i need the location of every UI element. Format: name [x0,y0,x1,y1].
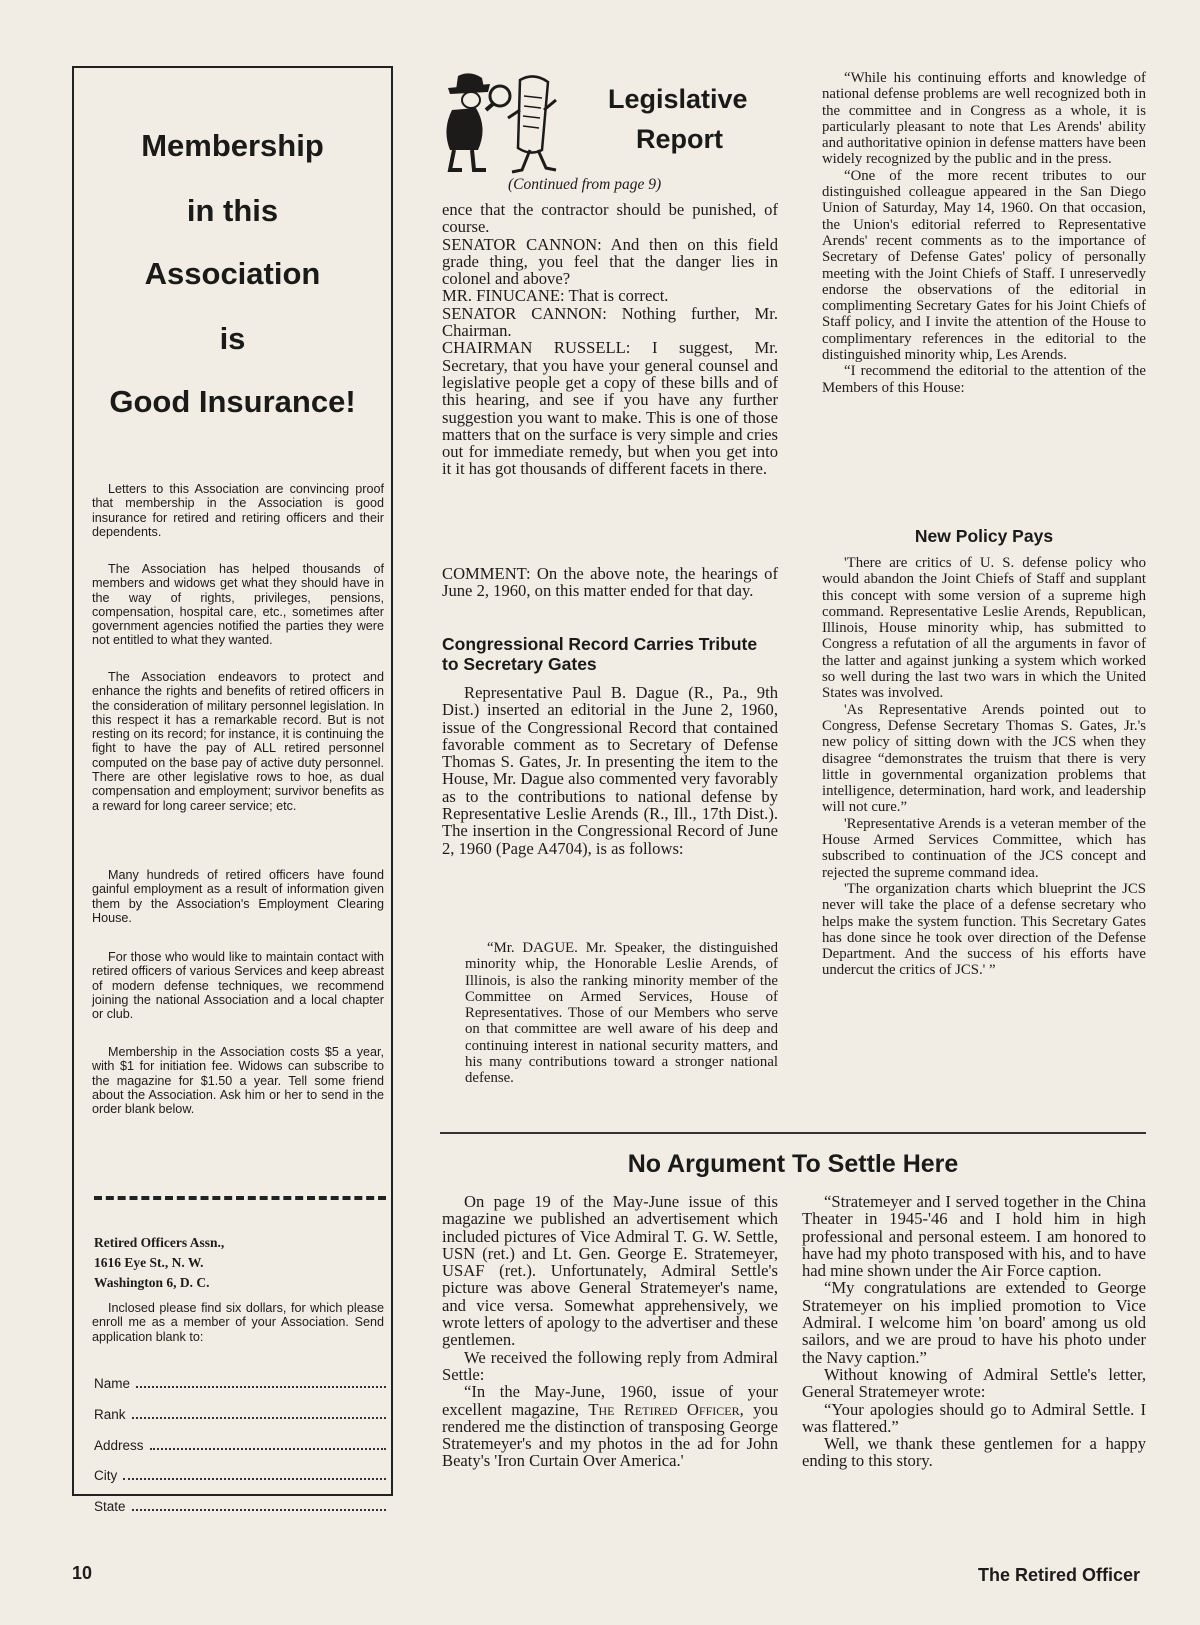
enclosed-note: Inclosed please find six dollars, for which please enroll me as a member of your Association. Send application blank to: [92,1301,384,1344]
tribute-paragraph-1: Representative Paul B. Dague (R., Pa., 9th Dist.) inserted an editorial in the June 2, 1960, issue of the Congressional Record that contained favorable comment as to Secretary of Defense Thomas S. Gates, Jr. In presenting the item to the House, Mr. Dague also commented very favorably as to the contributions to national defense by Representative Leslie Arends (R., Ill., 17th Dist.). The insertion in the Congressional Record of June 2, 1960 (Page A4704), is as follows: [442,683,778,858]
form-label-state: State [94,1499,126,1514]
form-field-city[interactable] [94,1468,386,1483]
form-label-city: City [94,1468,118,1483]
right-column-bottom [822,555,1146,979]
membership-paragraph-3: The Association endeavors to protect and enhance the rights and benefits of retired officers in the consideration of military personnel legislation. In this respect it has a remarkable record. But is not resting on its record; for instance, it is continuing the fight to have the pay of ALL retired personnel computed on the base pay of active duty personnel. There are other legislative rows to hoe, as dual compensation and employment; survivor benefits as a reward for long career service; etc. [92,670,384,813]
report-paragraph-3: MR. FINUCANE: That is correct. [442,286,669,306]
right-paragraph-1: “While his continuing efforts and knowledge of national defense problems are well recognized both in the committee and in Congress as a whole, it is particularly pleasant to note that Les Arends' ability and authoritative opinion in defense matters have been widely recognized by the public and in the press. [822,70,1146,168]
legislative-title-line1: Legislative [608,84,748,114]
settle-heading: No Argument To Settle Here [627,1150,959,1178]
tribute-body [442,684,778,857]
tribute-paragraph-2: “Mr. DAGUE. Mr. Speaker, the distinguished minority whip, the Honorable Leslie Arends, of Illinois, is also the ranking minority member of the Committee on Armed Services, House of Representatives. Those of our Members who serve on that committee are well aware of his deep and continuing interest in national security matters, and his many contributions toward a stronger national defense. [465,940,778,1087]
membership-paragraph-4: Many hundreds of retired officers have found gainful employment as a result of information given them by the Association's Employment Clearing House. [92,868,384,925]
settle-right-paragraph-1: “Stratemeyer and I served together in the China Theater in 1945-'46 and I hold him in high professional and personal esteem. I am honored to have had my photo transposed with his, and to have had mine shown under the Air Force caption. [802,1192,1146,1281]
magazine-name: The Retired Officer [588,1399,740,1419]
membership-paragraph-1: Letters to this Association are convincing proof that membership in the Association is good insurance for retired and retiring officers and their dependents. [92,482,384,539]
settle-right-paragraph-2: “My congratulations are extended to George Stratemeyer on his implied promotion to Vice Admiral. I welcome him 'on board' among us old sailors, and we are proud to have his photo under the Navy caption.” [802,1278,1146,1367]
settle-right-paragraph-5: Well, we thank these gentlemen for a happy ending to this story. [802,1434,1146,1471]
form-field-name[interactable] [94,1376,386,1391]
report-paragraph-1: ence that the contractor should be punished, of course. [442,200,778,237]
form-line [132,1508,386,1511]
right-paragraph-3: “I recommend the editorial to the attention of the Members of this House: [822,363,1146,396]
settle-right-column [802,1193,1146,1470]
form-label-address: Address [94,1438,144,1453]
membership-heading-line5: Good Insurance! [109,384,356,419]
section-divider [440,1132,1146,1134]
membership-heading-line3: Association [144,256,321,291]
page-number: 10 [72,1563,93,1583]
cut-line [94,1196,386,1200]
settle-quote-end: , you rendered me the distinction of transposing George Stratemeyer's and my photos in the ad for John Beaty's 'Iron Curtain Over America.' [442,1399,778,1471]
address-line-1: Retired Officers Assn., [94,1235,225,1250]
address-line-3: Washington 6, D. C. [94,1275,210,1290]
right-column-top [822,70,1146,396]
form-line [123,1477,386,1480]
right-paragraph-6: 'Representative Arends is a veteran member of the House Armed Services Committee, which has subscribed to continuation of the JCS concept and rejected the supreme command idea. [822,815,1146,881]
form-field-state[interactable] [94,1499,386,1514]
settle-left-paragraph-2: We received the following reply from Admiral Settle: [442,1347,778,1384]
legislative-title-line2: Report [636,124,723,154]
tribute-quote [465,940,778,1087]
right-paragraph-5: 'As Representative Arends pointed out to Congress, Defense Secretary Thomas S. Gates, Jr.'s new policy of sitting down with the JCS when they disagree “demonstrates the truism that there is very little in governmental organization problems that intelligence, determination, hard work, and leadership will not cure.” [822,701,1146,816]
report-paragraph-2: SENATOR CANNON: And then on this field grade thing, you feel that the danger lies in colonel and above? [442,234,778,289]
form-field-rank[interactable] [94,1407,386,1422]
comment-paragraph: COMMENT: On the above note, the hearings of June 2, 1960, on this matter ended for that day. [442,564,778,601]
continued-note: (Continued from page 9) [508,176,662,193]
form-line [132,1416,386,1419]
form-line [136,1385,386,1388]
detective-cartoon-icon [438,70,588,180]
settle-right-paragraph-3: Without knowing of Admiral Settle's letter, General Stratemeyer wrote: [802,1364,1146,1402]
settle-quote-start: “In the May-June, 1960, issue of your excellent magazine, [442,1382,778,1419]
form-label-rank: Rank [94,1407,126,1422]
right-paragraph-7: 'The organization charts which blueprint the JCS never will take the place of a defense secretary who helps make the system function. This Secretary Gates has done since he took over direction of the Defense Department. And the success of his efforts have undercut the critics of JCS.' ” [822,880,1146,979]
settle-right-paragraph-4: “Your apologies should go to Admiral Settle. I was flattered.” [802,1399,1146,1436]
right-paragraph-4: 'There are critics of U. S. defense policy who would abandon the Joint Chiefs of Staff and supplant this concept with some version of a supreme high command. Representative Leslie Arends, Republican, Illinois, House minority whip, has submitted to Congress a refutation of all the arguments in favor of the latter and against junking a system which worked so well during the last two wars in which the United States was involved. [822,555,1146,702]
membership-heading-line2: in this [186,193,279,228]
report-paragraph-4: SENATOR CANNON: Nothing further, Mr. Chairman. [442,303,778,341]
address-line-2: 1616 Eye St., N. W. [94,1255,204,1270]
form-line [150,1447,386,1450]
membership-heading-line4: is [219,321,246,356]
settle-left-column [442,1193,778,1470]
form-field-address[interactable] [94,1438,386,1453]
right-paragraph-2: “One of the more recent tributes to our distinguished colleague appeared in the San Diego Union of Saturday, May 14, 1960. On that occasion, the Union's editorial referred to Representative Arends' recent comments as to the importance of Secretary of Defense Gates' policy of personally meeting with the Joint Chiefs of Staff. I unreservedly endorse the observations of the editorial in complimenting Secretary Gates for his Joint Chiefs of Staff policy, and I invite the attention of the House to complimentary references in the editorial to the distinguished minority whip, Les Arends. [822,167,1146,364]
form-label-name: Name [94,1376,131,1391]
membership-paragraph-2: The Association has helped thousands of members and widows get what they should have in the way of rights, privileges, pensions, compensation, hospital care, etc., sometimes after government agencies notified the parties they were not entitled to what they wanted. [92,562,384,648]
new-policy-heading: New Policy Pays [914,526,1054,546]
settle-left-paragraph-3 [442,1383,778,1469]
membership-paragraph-6: Membership in the Association costs $5 a year, with $1 for initiation fee. Widows can subscribe to the magazine for $1.50 a year. Tell some friend about the Association. Ask him or her to send in the order blank below. [92,1045,384,1117]
settle-left-paragraph-1: On page 19 of the May-June issue of this magazine we published an advertisement which included pictures of Vice Admiral T. G. W. Settle, USN (ret.) and Lt. Gen. George E. Stratemeyer, USAF (ret.). Unfortunately, Admiral Settle's picture was above General Stratemeyer's name, and vice versa. Somewhat apprehensively, we wrote letters of apology to the advertiser and these gentlemen. [442,1192,778,1350]
publication-name: The Retired Officer [977,1565,1140,1585]
membership-box [72,66,393,1514]
membership-heading-line1: Membership [141,128,324,163]
tribute-heading: Congressional Record Carries Tribute to Secretary Gates [442,634,758,674]
legislative-report-body [442,201,778,478]
membership-paragraph-5: For those who would like to maintain contact with retired officers of various Services and keep abreast of modern defense techniques, we recommend joining the national Association and a local chapter or club. [92,950,384,1022]
report-paragraph-5: CHAIRMAN RUSSELL: I suggest, Mr. Secretary, that you have your general counsel and legislative people get a copy of these bills and of this hearing, and see if you have any further suggestion you want to make. This is one of those matters that on the surface is very simple and cries out for immediate remedy, but when you get into it it has got thousands of different facets in there. [442,338,778,479]
